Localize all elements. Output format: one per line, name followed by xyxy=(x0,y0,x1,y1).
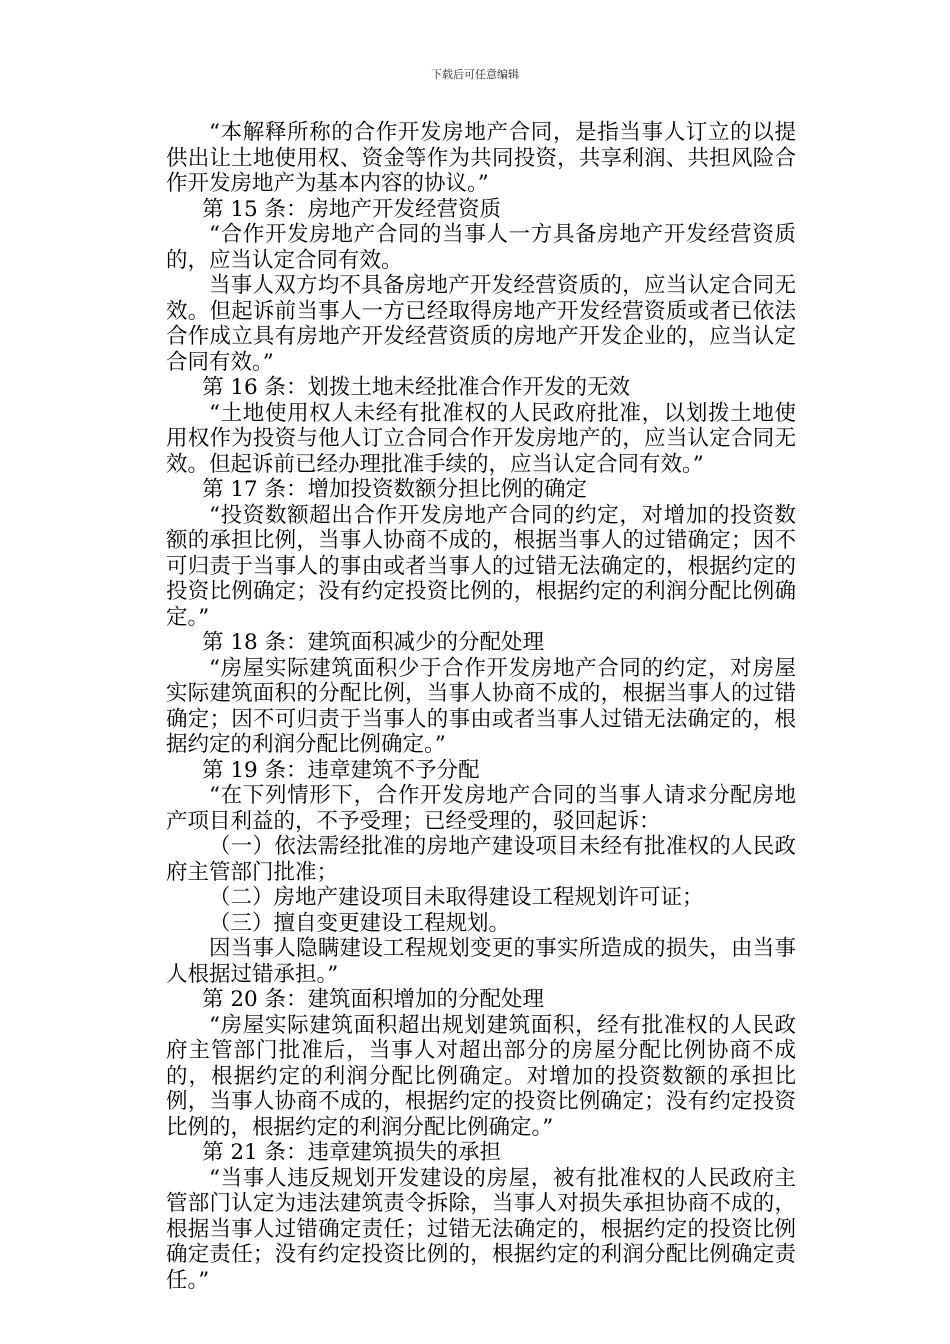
paragraph: “土地使用权人未经有批准权的人民政府批准，以划拨土地使用权作为投资与他人订立合同合作开发房地产的，应当认定合同无效。但起诉前已经办理批准手续的，应当认定合同有效。” xyxy=(166,400,796,477)
article-heading: 第 16 条：划拨土地未经批准合作开发的无效 xyxy=(202,375,631,400)
article-heading: 第 20 条：建筑面积增加的分配处理 xyxy=(202,987,545,1012)
list-item: （二）房地产建设项目未取得建设工程规划许可证； xyxy=(209,885,704,910)
paragraph: “房屋实际建筑面积超出规划建筑面积，经有批准权的人民政府主管部门批准后，当事人对超出部分的房屋分配比例协商不成的，根据约定的利润分配比例确定。对增加的投资数额的承担比例，当事人协商不成的，根据约定的投资比例确定；没有约定投资比例的，根据约定的利润分配比例确定。” xyxy=(166,1012,796,1140)
article-heading: 第 19 条：违章建筑不予分配 xyxy=(202,757,480,783)
article-heading: 第 15 条：房地产开发经营资质 xyxy=(202,196,502,222)
list-item: （一）依法需经批准的房地产建设项目未经有批准权的人民政府主管部门批准； xyxy=(166,834,796,885)
page-header: 下载后可任意编辑 xyxy=(431,68,519,81)
article-heading: 第 21 条：违章建筑损失的承担 xyxy=(202,1140,502,1165)
paragraph: “合作开发房地产合同的当事人一方具备房地产开发经营资质的，应当认定合同有效。 xyxy=(166,222,796,273)
paragraph: “投资数额超出合作开发房地产合同的约定，对增加的投资数额的承担比例，当事人协商不成的，根据当事人的过错确定；因不可归责于当事人的事由或者当事人的过错无法确定的，根据约定的投资比例确定；没有约定投资比例的，根据约定的利润分配比例确定。” xyxy=(166,502,796,630)
article-heading: 第 18 条：建筑面积减少的分配处理 xyxy=(202,630,545,655)
document-body xyxy=(166,120,796,1293)
paragraph: 因当事人隐瞒建设工程规划变更的事实所造成的损失，由当事人根据过错承担。” xyxy=(166,936,796,987)
paragraph: “当事人违反规划开发建设的房屋，被有批准权的人民政府主管部门认定为违法建筑责令拆除，当事人对损失承担协商不成的，根据当事人过错确定责任；过错无法确定的，根据约定的投资比例确定责任；没有约定投资比例的，根据约定的利润分配比例确定责任。” xyxy=(166,1165,796,1293)
paragraph: 当事人双方均不具备房地产开发经营资质的，应当认定合同无效。但起诉前当事人一方已经取得房地产开发经营资质或者已依法合作成立具有房地产开发经营资质的房地产开发企业的，应当认定合同有效。” xyxy=(166,273,796,375)
paragraph: “本解释所称的合作开发房地产合同，是指当事人订立的以提供出让土地使用权、资金等作为共同投资，共享利润、共担风险合作开发房地产为基本内容的协议。” xyxy=(166,120,796,196)
paragraph: “在下列情形下，合作开发房地产合同的当事人请求分配房地产项目利益的，不予受理；已经受理的，驳回起诉： xyxy=(166,783,796,834)
list-item: （三）擅自变更建设工程规划。 xyxy=(209,910,511,936)
paragraph: “房屋实际建筑面积少于合作开发房地产合同的约定，对房屋实际建筑面积的分配比例，当事人协商不成的，根据当事人的过错确定；因不可归责于当事人的事由或者当事人过错无法确定的，根据约定的利润分配比例确定。” xyxy=(166,655,796,757)
article-heading: 第 17 条：增加投资数额分担比例的确定 xyxy=(202,477,588,502)
